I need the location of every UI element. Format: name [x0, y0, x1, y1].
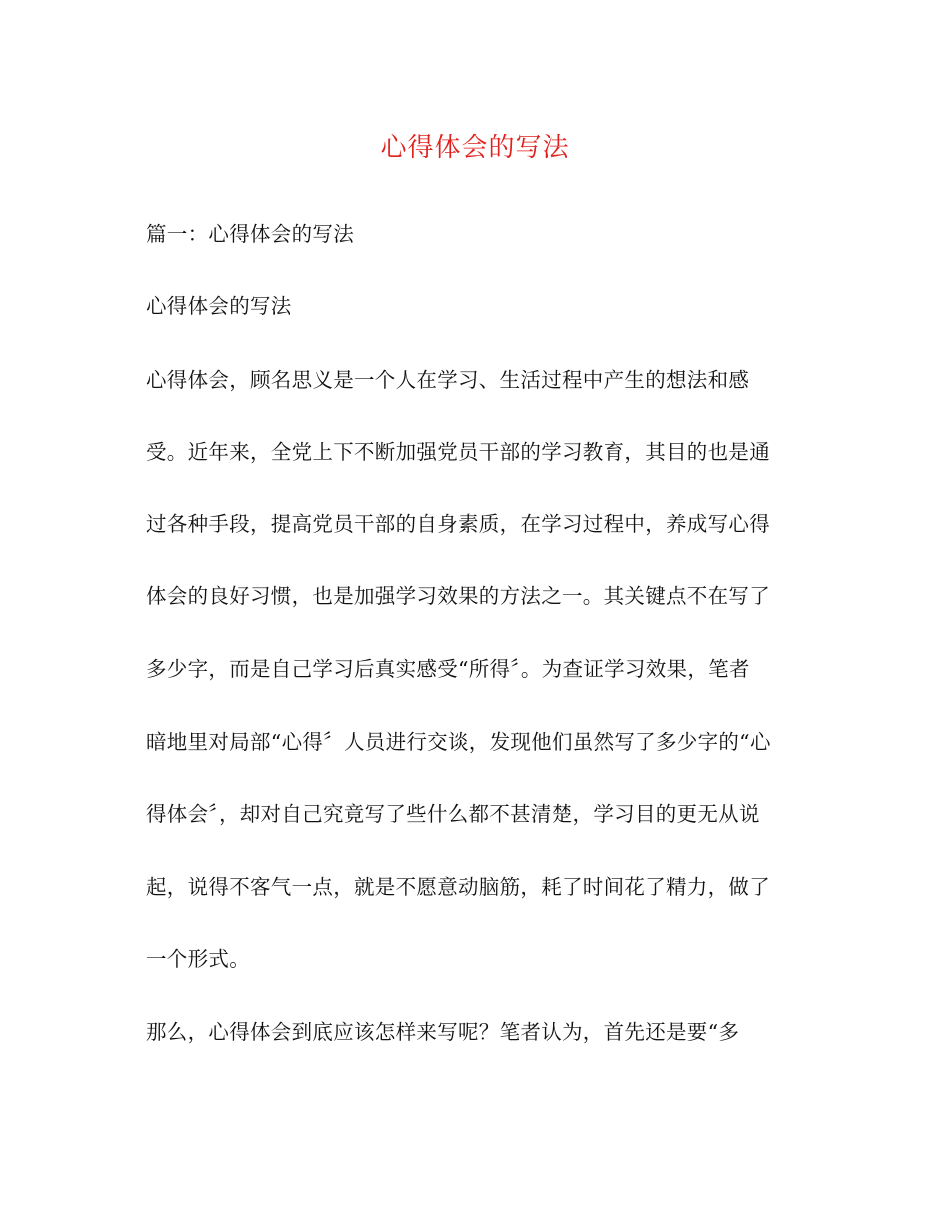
paragraph-line: 受。近年来，全党上下不断加强党员干部的学习教育，其目的也是通	[146, 440, 770, 464]
paragraph-line: 心得体会，顾名思义是一个人在学习、生活过程中产生的想法和感	[146, 368, 750, 392]
paragraph-line: 过各种手段，提高党员干部的自身素质，在学习过程中，养成写心得	[146, 512, 770, 536]
document-title: 心得体会的写法	[380, 133, 570, 163]
paragraph-line: 体会的良好习惯，也是加强学习效果的方法之一。其关键点不在写了	[146, 584, 770, 608]
paragraph-line: 一个形式。	[146, 947, 250, 971]
paragraph-line: 暗地里对局部“心得〞人员进行交谈，发现他们虽然写了多少字的“心	[146, 730, 771, 754]
paragraph-line: 那么，心得体会到底应该怎样来写呢？笔者认为，首先还是要“多	[146, 1020, 740, 1044]
subheading: 心得体会的写法	[146, 294, 292, 318]
paragraph-line: 起，说得不客气一点，就是不愿意动脑筋，耗了时间花了精力，做了	[146, 875, 770, 899]
paragraph-line: 得体会〞，却对自己究竟写了些什么都不甚清楚，学习目的更无从说	[146, 802, 760, 826]
paragraph-line: 多少字，而是自己学习后真实感受“所得〞。为查证学习效果，笔者	[146, 657, 750, 681]
section-heading: 篇一：心得体会的写法	[146, 222, 354, 246]
